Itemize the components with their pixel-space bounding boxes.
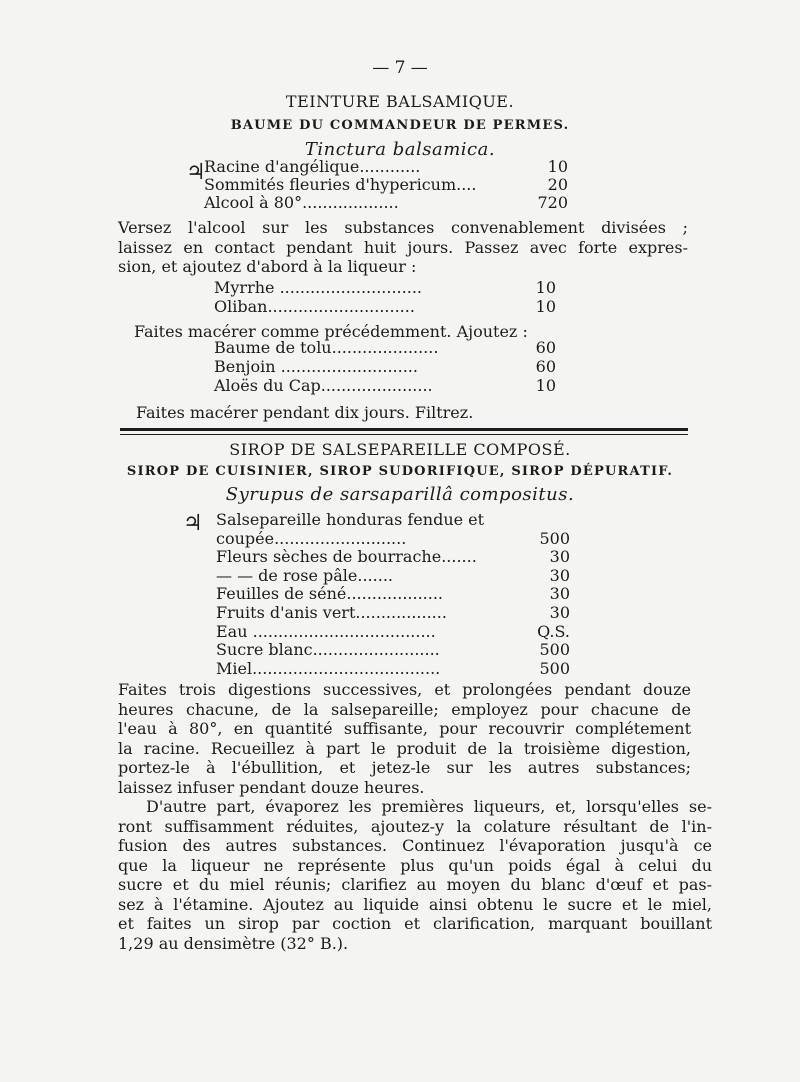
ingredient-quantity: Q.S. [537,621,570,641]
ingredient-row [216,640,570,660]
paragraph-line: sez à l'étamine. Ajoutez au liquide ainsi obtenu le sucre et le miel, [118,894,712,914]
recipe-symbol-1: ♃ [186,160,206,185]
section-1-latin-name: Tinctura balsamica. [304,139,496,160]
ingredient-row [214,278,556,298]
section-divider-thick [120,428,688,431]
ingredient-quantity: 10 [535,297,556,316]
section-1-subtitle: BAUME DU COMMANDEUR DE PERMES. [230,118,570,133]
ingredient-quantity: 30 [549,584,570,604]
ingredient-quantity: 10 [535,278,556,297]
page-number: — 7 — [372,58,428,78]
ingredient-name: Racine d'angélique............ [204,157,421,176]
recipe-symbol-2: ♃ [183,511,203,536]
ingredient-row [216,622,570,642]
section-2-latin-name: Syrupus de sarsaparillâ compositus. [225,484,575,505]
ingredient-name: Oliban............................. [214,297,415,316]
ingredient-quantity: 20 [547,175,568,194]
ingredient-quantity: 30 [549,565,570,585]
paragraph-line: sucre et du miel réunis; clarifiez au moyen du blanc d'œuf et pas- [118,875,712,894]
ingredient-name: Benjoin ........................... [214,357,418,376]
paragraph-line: fusion des autres substances. Continuez l'évaporation jusqu'à ce [118,836,712,855]
ingredient-name: Miel..................................... [216,658,441,678]
ingredient-quantity: 30 [549,547,570,567]
section-2-paragraph-1 [118,680,691,797]
paragraph-line: laissez infuser pendant douze heures. [118,777,425,797]
ingredient-name: Sucre blanc......................... [216,640,440,660]
paragraph-line: sion, et ajoutez d'abord à la liqueur : [118,257,417,276]
paragraph-line: ront suffisamment réduites, ajoutez-y la colature résultant de l'in- [118,816,712,836]
section-1-paragraph-1 [118,218,688,277]
ingredient-row [214,338,556,358]
ingredient-quantity: 10 [535,376,556,395]
paragraph-line: l'eau à 80°, en quantité suffisante, pour recouvrir complétement [118,719,691,738]
ingredient-quantity: 30 [549,603,570,622]
ingredient-row [204,157,568,177]
ingredient-name: Eau .................................... [216,621,436,641]
ingredient-row [216,659,570,679]
ingredient-quantity: 10 [547,157,568,176]
paragraph-line: D'autre part, évaporez les premières liqueurs, et, lorsqu'elles se- [146,797,712,816]
ingredient-name: Alcool à 80°................... [204,193,399,212]
paragraph-line: Versez l'alcool sur les substances convenablement divisées ; [118,218,688,237]
ingredient-row [216,566,570,586]
paragraph-line: laissez en contact pendant huit jours. Passez avec forte expres- [118,237,688,257]
paragraph-line: que la liqueur ne représente plus qu'un poids égal à celui du [118,855,712,875]
ingredient-quantity: 60 [535,338,556,357]
ingredient-name: Feuilles de séné................... [216,584,443,604]
ingredient-row [216,603,570,623]
ingredient-row [214,376,556,396]
ingredient-name: Fleurs sèches de bourrache....... [216,547,477,567]
ingredient-row [216,529,570,549]
ingredient-quantity: 500 [539,640,570,660]
section-2-paragraph-2 [118,797,712,953]
ingredient-name: Salsepareille honduras fendue et [216,510,485,529]
ingredient-row [214,357,556,377]
ingredient-quantity: 500 [539,658,570,678]
ingredient-row [216,510,570,530]
paragraph-line: la racine. Recueillez à part le produit de la troisième digestion, [118,738,691,758]
ingredient-row [204,193,568,213]
paragraph-line: 1,29 au densimètre (32° B.). [118,933,349,953]
ingredient-row [216,584,570,604]
ingredient-row [214,297,556,317]
ingredient-name: — — de rose pâle....... [216,565,393,585]
section-1-title: TEINTURE BALSAMIQUE. [285,92,515,111]
ingredient-quantity: 60 [535,357,556,376]
paragraph-line: heures chacune, de la salsepareille; employez pour chacune de [118,699,691,719]
ingredient-row [204,175,568,195]
section-1-paragraph-2: Faites macérer comme précédemment. Ajoutez : [134,322,528,341]
ingredient-name: Fruits d'anis vert.................. [216,603,447,622]
paragraph-line: et faites un sirop par coction et clarification, marquant bouillant [118,914,712,933]
ingredient-name: Myrrhe ............................ [214,278,422,297]
section-1-paragraph-3: Faites macérer pendant dix jours. Filtrez. [136,403,474,422]
ingredient-quantity: 500 [539,528,570,548]
section-divider-thin [120,434,688,435]
ingredient-quantity: 720 [537,193,568,212]
ingredient-row [216,547,570,567]
paragraph-line: Faites trois digestions successives, et prolongées pendant douze [118,680,691,699]
section-2-title: SIROP DE SALSEPAREILLE COMPOSÉ. [229,440,571,459]
paragraph-line: portez-le à l'ébullition, et jetez-le sur les autres substances; [118,758,691,777]
section-2-subtitle: SIROP DE CUISINIER, SIROP SUDORIFIQUE, SIROP DÉPURATIF. [126,464,674,479]
ingredient-name: Sommités fleuries d'hypericum.... [204,175,477,194]
ingredient-name: coupée.......................... [216,528,407,548]
ingredient-name: Baume de tolu..................... [214,338,439,357]
ingredient-name: Aloës du Cap...................... [214,376,433,395]
